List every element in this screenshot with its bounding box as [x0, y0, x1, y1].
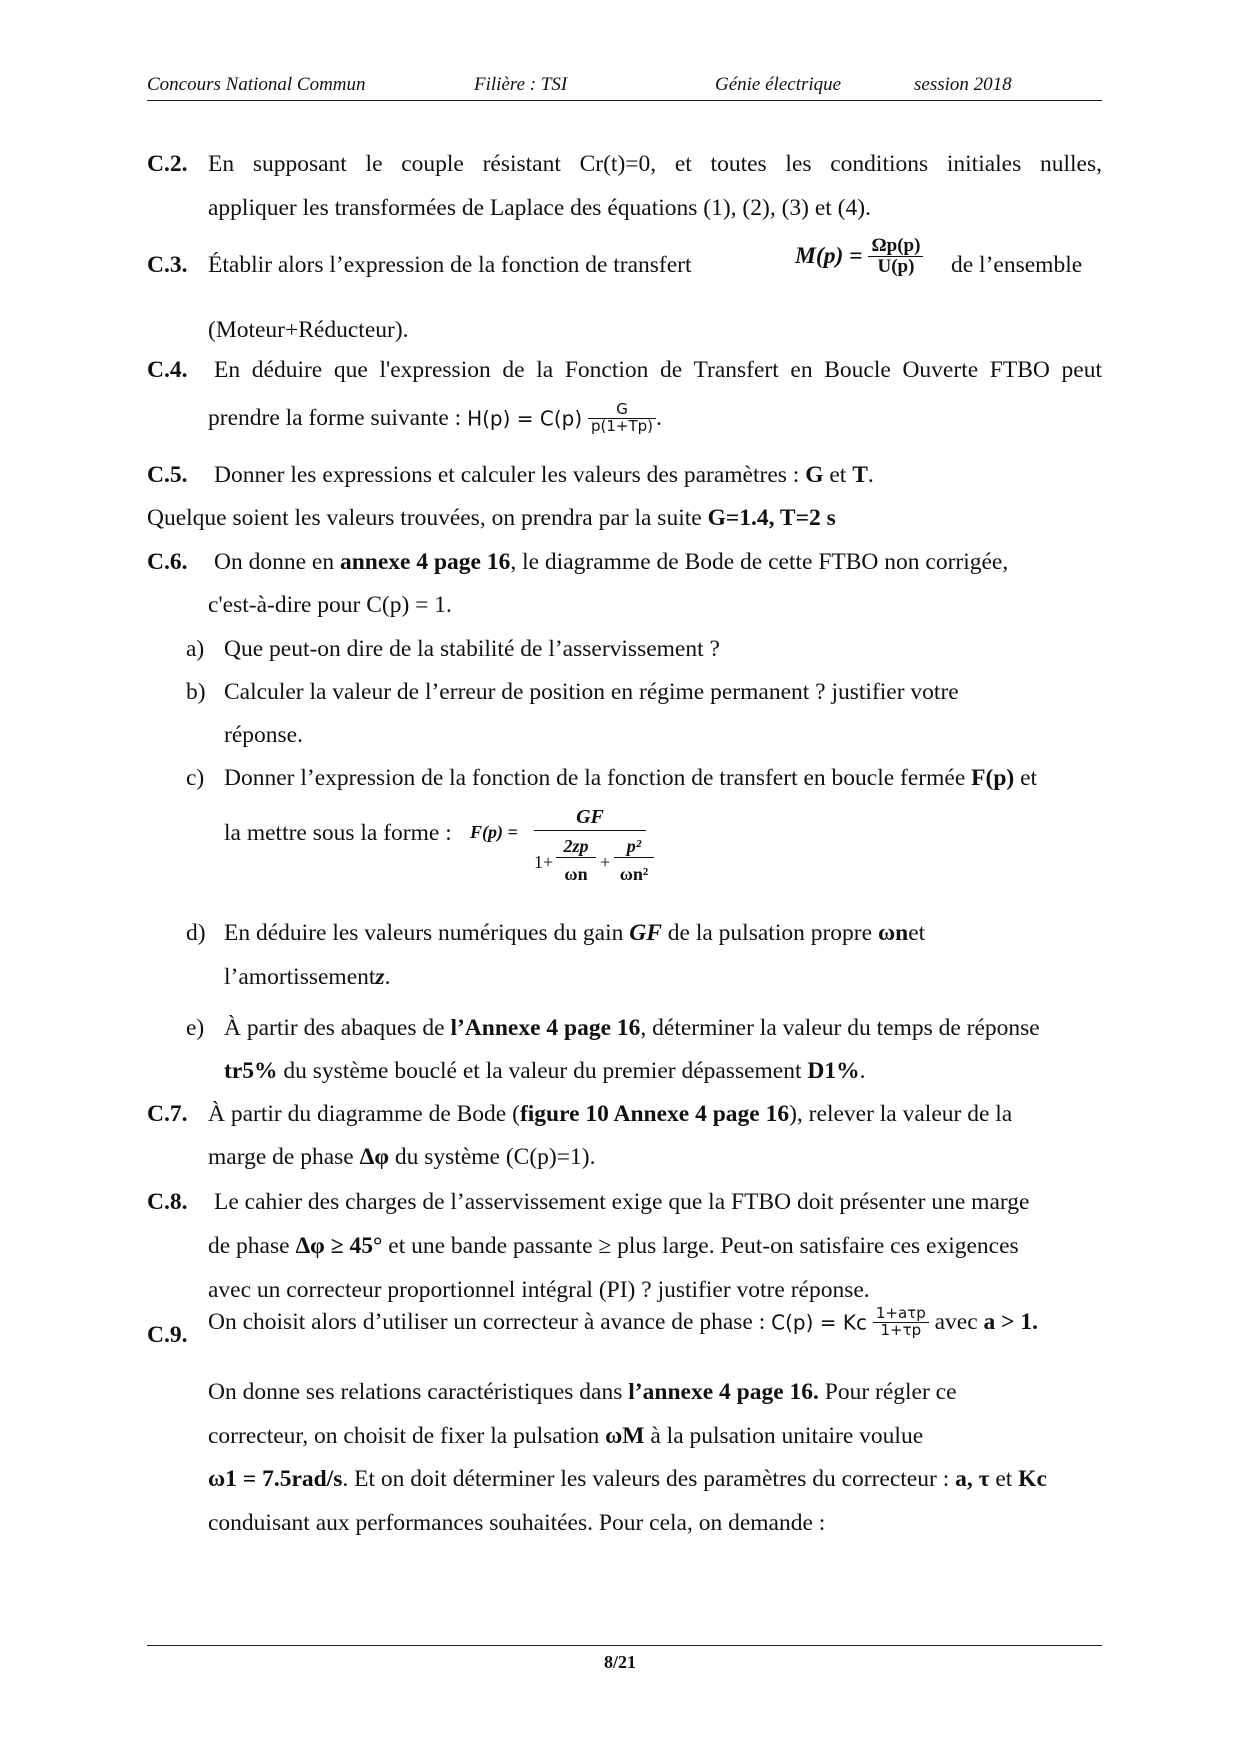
gf-numerator: GF: [534, 804, 646, 831]
h-formula-fraction: $\frac{G}{p(1+Tp)}$: [588, 402, 656, 435]
c4-line1: En déduire que l'expression de la Fonction de Transfert en Boucle Ouverte FTBO peut: [214, 357, 1102, 383]
h-formula-lhs: H(p) = C(p): [467, 406, 583, 431]
c9-line3: correcteur, on choisit de fixer la pulsation ωM à la pulsation unitaire voulue: [208, 1423, 924, 1449]
c8-line1: Le cahier des charges de l’asservissement exige que la FTBO doit présenter une marge: [214, 1189, 1030, 1215]
question-label-c3: C.3.: [147, 252, 188, 278]
c7-line1: À partir du diagramme de Bode (figure 10 Annexe 4 page 16), relever la valeur de la: [208, 1101, 1013, 1127]
header-contest: Concours National Commun: [147, 74, 366, 95]
c8-line2: de phase Δφ ≥ 45° et une bande passante ≥ plus large. Peut-on satisfaire ces exigences: [208, 1233, 1019, 1259]
corrector-formula-fraction: $\frac{\text{1+aτp}}{1+\tau p}$: [873, 1306, 929, 1339]
c3-text-after: de l’ensemble: [951, 252, 1083, 278]
question-label-c5: C.5.: [147, 462, 188, 488]
c2-line1: En supposant le couple résistant Cr(t)=0, et toutes les conditions initiales nulles,: [208, 151, 1102, 177]
c6-line2: c'est-à-dire pour C(p) = 1.: [208, 592, 452, 618]
c3-text-before: Établir alors l’expression de la fonction de transfert: [208, 252, 692, 278]
question-label-c4: C.4.: [147, 357, 188, 383]
c9-line5: conduisant aux performances souhaitées. Pour cela, on demande :: [208, 1510, 826, 1536]
c7-line2: marge de phase Δφ du système (C(p)=1).: [208, 1144, 596, 1170]
c5-note: Quelque soient les valeurs trouvées, on prendra par la suite G=1.4, T=2 s: [147, 505, 836, 531]
page-number: 8/21: [603, 1652, 636, 1672]
c6-a-label: a): [186, 636, 205, 662]
c2-line2: appliquer les transformées de Laplace des équations (1), (2), (3) et (4).: [208, 195, 871, 221]
formula-denominator: 1+ 2zp ωn + p² ωn²: [534, 834, 656, 894]
header-track: Filière : TSI: [474, 74, 568, 95]
c6-b-line2: réponse.: [224, 722, 303, 748]
question-label-c9: C.9.: [147, 1322, 188, 1348]
question-label-c6: C.6.: [147, 549, 188, 575]
c6-e-line2: tr5% du système bouclé et la valeur du premier dépassement D1%.: [224, 1058, 866, 1084]
c4-line2: prendre la forme suivante : H(p) = C(p) $\frac{G}{p(1+Tp)}$ .: [208, 400, 662, 435]
header-subject: Génie électrique: [715, 74, 842, 95]
question-label-c8: C.8.: [147, 1189, 188, 1215]
footer-rule: [147, 1645, 1102, 1646]
c6-line1: On donne en annexe 4 page 16, le diagramme de Bode de cette FTBO non corrigée,: [214, 549, 1009, 575]
c9-line1: On choisit alors d’utiliser un correcteur à avance de phase : C(p) = Kc $\frac{\text{1+aτp}}{1+\tau p}$ avec a > 1.: [208, 1304, 1039, 1339]
c9-line2: On donne ses relations caractéristiques dans l’annexe 4 page 16. Pour régler ce: [208, 1379, 957, 1405]
c6-b-label: b): [186, 679, 206, 705]
c3-line2: (Moteur+Réducteur).: [208, 317, 409, 343]
c6-c-label: c): [186, 765, 205, 791]
c6-a-text: Que peut-on dire de la stabilité de l’asservissement ?: [224, 636, 720, 662]
question-label-c2: C.2.: [147, 151, 188, 177]
c6-b-line1: Calculer la valeur de l’erreur de position en régime permanent ? justifier votre: [224, 679, 959, 705]
transfer-function-m: M(p) = $\frac{\Omega p(p)}{U(p)}$: [795, 236, 923, 277]
c6-e-line1: À partir des abaques de l’Annexe 4 page 16, déterminer la valeur du temps de réponse: [224, 1015, 1040, 1041]
c8-line3: avec un correcteur proportionnel intégral (PI) ? justifier votre réponse.: [208, 1277, 870, 1303]
header-session: session 2018: [914, 74, 1012, 95]
c5-text: Donner les expressions et calculer les valeurs des paramètres : G et T.: [214, 462, 874, 488]
c6-e-label: e): [186, 1015, 205, 1041]
c6-d-label: d): [186, 920, 206, 946]
corrector-formula-lhs: C(p) = Kc: [771, 1310, 867, 1335]
c9-line4: ω1 = 7.5rad/s. Et on doit déterminer les valeurs des paramètres du correcteur : a, τ et Kc: [208, 1466, 1047, 1492]
c6-d-line2: l’amortissementz.: [224, 964, 391, 990]
c6-c-line1: Donner l’expression de la fonction de la fonction de transfert en boucle fermée F(p) et: [224, 765, 1038, 791]
question-label-c7: C.7.: [147, 1101, 188, 1127]
page-header: [147, 74, 1102, 101]
c6-c-line2: la mettre sous la forme :: [224, 820, 452, 846]
c6-d-line1: En déduire les valeurs numériques du gain GF de la pulsation propre ωnet: [224, 920, 926, 946]
